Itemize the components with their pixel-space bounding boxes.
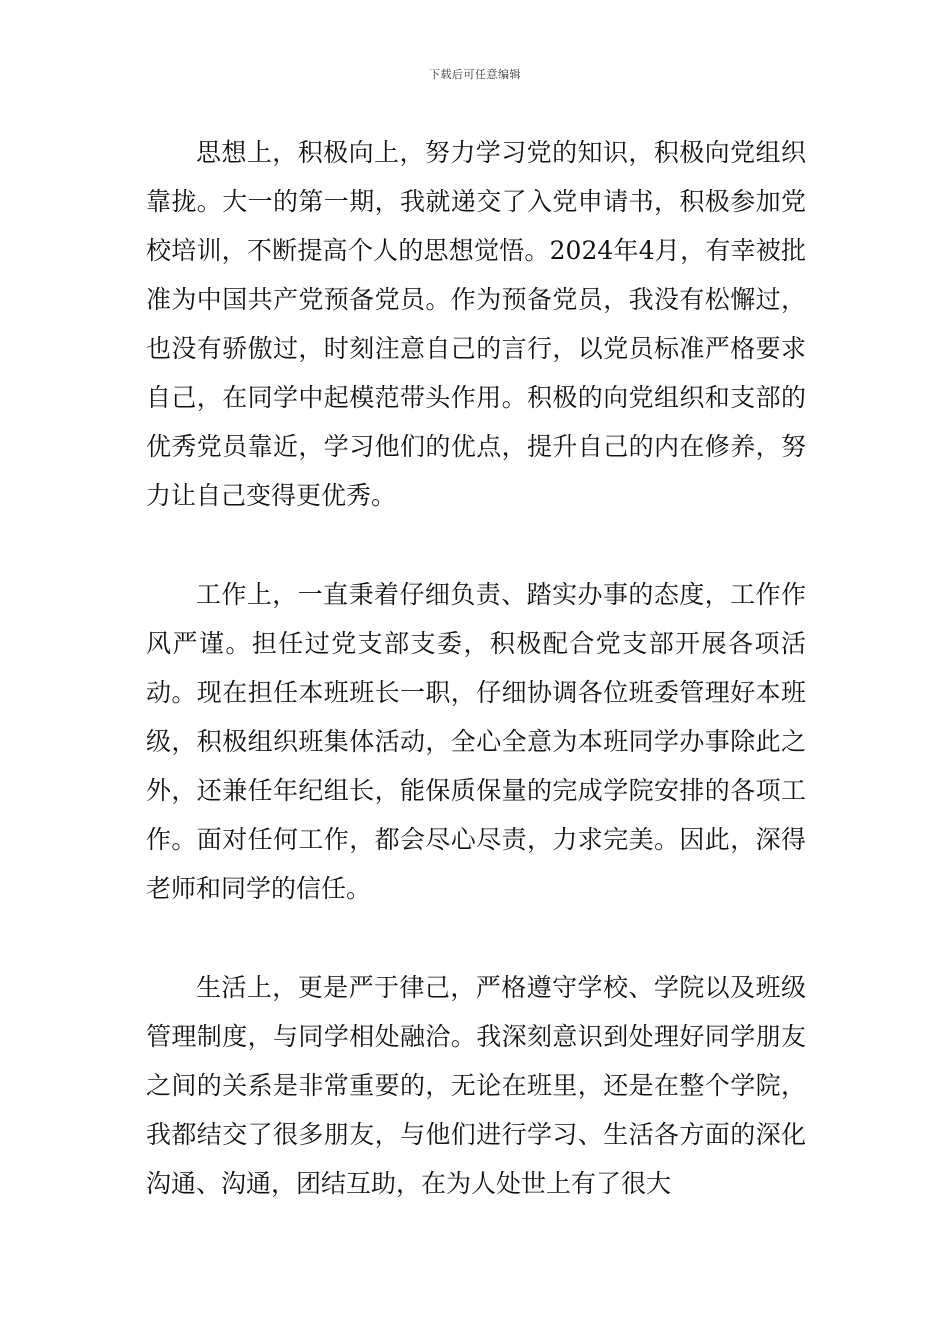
paragraph-ideology: 思想上，积极向上，努力学习党的知识，积极向党组织靠拢。大一的第一期，我就递交了入党申请书，积极参加党校培训，不断提高个人的思想觉悟。2024年4月，有幸被批准为中国共产党预备党员。作为预备党员，我没有松懈过，也没有骄傲过，时刻注意自己的言行，以党员标准严格要求自己，在同学中起模范带头作用。积极的向党组织和支部的优秀党员靠近，学习他们的优点，提升自己的内在修养，努力让自己变得更优秀。 — [146, 138, 806, 510]
paragraph-work: 工作上，一直秉着仔细负责、踏实办事的态度，工作作风严谨。担任过党支部支委，积极配合党支部开展各项活动。现在担任本班班长一职，仔细协调各位班委管理好本班级，积极组织班集体活动，全心全意为本班同学办事除此之外，还兼任年纪组长，能保质保量的完成学院安排的各项工作。面对任何工作，都会尽心尽责，力求完美。因此，深得老师和同学的信任。 — [146, 580, 806, 903]
header-note: 下载后可任意编辑 — [429, 68, 521, 81]
paragraph-life: 生活上，更是严于律己，严格遵守学校、学院以及班级管理制度，与同学相处融洽。我深刻意识到处理好同学朋友之间的关系是非常重要的，无论在班里，还是在整个学院，我都结交了很多朋友，与他们进行学习、生活各方面的深化沟通、沟通，团结互助，在为人处世上有了很大 — [146, 973, 806, 1198]
document-body — [146, 128, 806, 1258]
